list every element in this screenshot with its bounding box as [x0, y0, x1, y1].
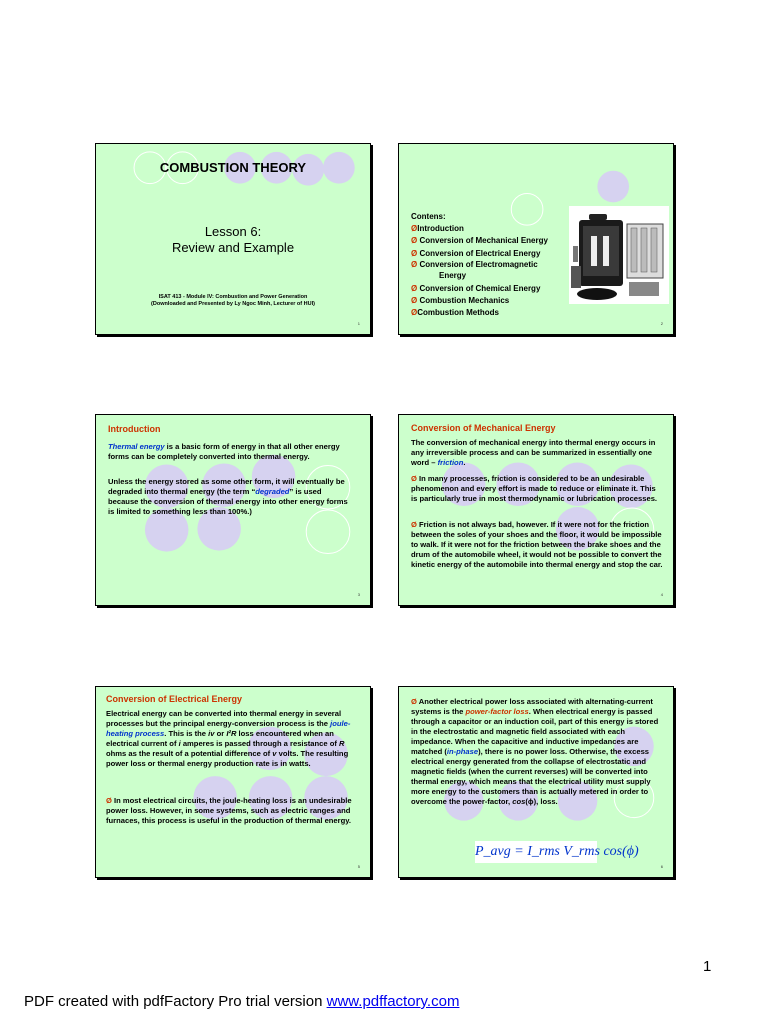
mechanical-paragraph-1: The conversion of mechanical energy into thermal energy occurs in any irreversible process and can be summarized in essentially one word – friction.: [411, 438, 656, 467]
bullet-icon: Ø: [411, 248, 418, 258]
list-item: Ø Conversion of Electrical Energy: [411, 248, 541, 258]
lesson-label: Lesson 6:: [204, 224, 262, 239]
power-factor-paragraph: Ø Another electrical power loss associated with alternating-current systems is the power-factor loss. When electrical energy is passed through a capacitor or an induction coil, part of this energy is stored in the electrostatic and magnetic field associated with each impedance. When the capacitive and inductive impedances are matched (in-phase), there is no power loss. Otherwise, the excess electrical energy generated from the collapse of electrostatic and magnetic fields (when the current reverses) will be converted into thermal energy, which means that the electrical utility must supply more energy to the customers than is actually metered in order to overcome the power-factor, cos(ϕ), loss.: [411, 697, 659, 806]
mechanical-paragraph-3: Ø Friction is not always bad, however. If it were not for the friction between the soles of your shoes and the floor, it would be impossible to walk. If it were not for the friction between the brake shoes and the drum of the automobile wheel, it would not be possible to convert the kinetic energy of the automobile into thermal energy and stop the car.: [411, 520, 663, 569]
power-formula: [475, 841, 639, 863]
slide-number: 4: [660, 592, 663, 597]
slide-4: [398, 414, 674, 606]
slide-heading: Conversion of Electrical Energy: [106, 694, 243, 704]
course-line: ISAT 413 - Module IV: Combustion and Power Generation: [158, 294, 308, 300]
slide-5: [95, 686, 371, 878]
mechanical-paragraph-2: Ø In many processes, friction is considered to be an undesirable phenomenon and every effort is made to reduce or eliminate it. This is particularly true in most thermodynamic or lubrication processes.: [411, 474, 658, 503]
list-item: Ø Conversion of Electromagnetic: [411, 260, 538, 270]
bullet-icon: Ø: [411, 296, 418, 306]
slide-3: [95, 414, 371, 606]
footer-link[interactable]: www.pdffactory.com: [326, 993, 460, 1010]
combustion-analyzer-image: [569, 206, 669, 304]
list-item: Ø Conversion of Mechanical Energy: [411, 236, 548, 246]
slide-1: [95, 143, 371, 335]
contents-heading: Contens:: [411, 212, 446, 221]
intro-paragraph-2: Unless the energy stored as some other form, it will eventually be degraded into thermal energy (the term “degraded” is used because the conversion of thermal energy into other energy forms is limited to something less than 100%.): [108, 477, 348, 516]
list-item-continuation: Energy: [439, 271, 467, 281]
bullet-icon: Ø: [411, 697, 417, 706]
intro-paragraph-1: Thermal energy is a basic form of energy in that all other energy forms can be completely converted into thermal energy.: [108, 442, 340, 461]
slide-number: 3: [357, 592, 360, 597]
slide-2: [398, 143, 674, 335]
slide-6: [398, 686, 674, 878]
list-item: ØIntroduction: [411, 224, 464, 233]
slide-number: 1: [357, 321, 360, 326]
list-item: ØCombustion Methods: [411, 308, 500, 318]
bullet-icon: Ø: [411, 520, 417, 529]
bullet-icon: Ø: [411, 260, 418, 270]
slide-number: 2: [660, 321, 663, 326]
bullet-icon: Ø: [411, 283, 418, 293]
bullet-icon: Ø: [411, 224, 418, 233]
slide-title: COMBUSTION THEORY: [159, 160, 307, 175]
lesson-subtitle: Review and Example: [171, 240, 295, 255]
electrical-paragraph-2: Ø In most electrical circuits, the joule-heating loss is an undesirable power loss. However, in some systems, such as electric ranges and furnaces, this process is useful in the production of thermal energy.: [106, 796, 352, 825]
footer: [24, 993, 459, 1010]
bullet-icon: Ø: [411, 474, 417, 483]
slide-number: 5: [357, 864, 360, 869]
contents-list: [411, 223, 581, 320]
credit-line: (Downloaded and Presented by Ly Ngoc Minh, Lecturer of HUI): [151, 301, 315, 307]
slide-number: 6: [660, 864, 663, 869]
bullet-icon: Ø: [411, 308, 418, 318]
bullet-icon: Ø: [106, 796, 112, 805]
power-formula-text: P_avg = I_rms V_rms cos(ϕ): [475, 844, 639, 859]
page-number: 1: [703, 958, 712, 975]
list-item: Ø Conversion of Chemical Energy: [411, 283, 541, 293]
list-item: Ø Combustion Mechanics: [411, 296, 510, 306]
slide-heading: Introduction: [108, 424, 161, 434]
electrical-paragraph-1: Electrical energy can be converted into thermal energy in several processes but the principal energy-conversion process is the joule-heating process. This is the iv or I²R loss encountered when an electrical current of i amperes is passed through a resistance of R ohms as the result of a potential difference of v volts. The resulting power loss or thermal energy production rate is in watts.: [106, 709, 351, 768]
footer-text: PDF created with pdfFactory Pro trial version: [24, 993, 327, 1010]
bullet-icon: Ø: [411, 236, 418, 246]
slide-heading: Conversion of Mechanical Energy: [411, 423, 556, 433]
